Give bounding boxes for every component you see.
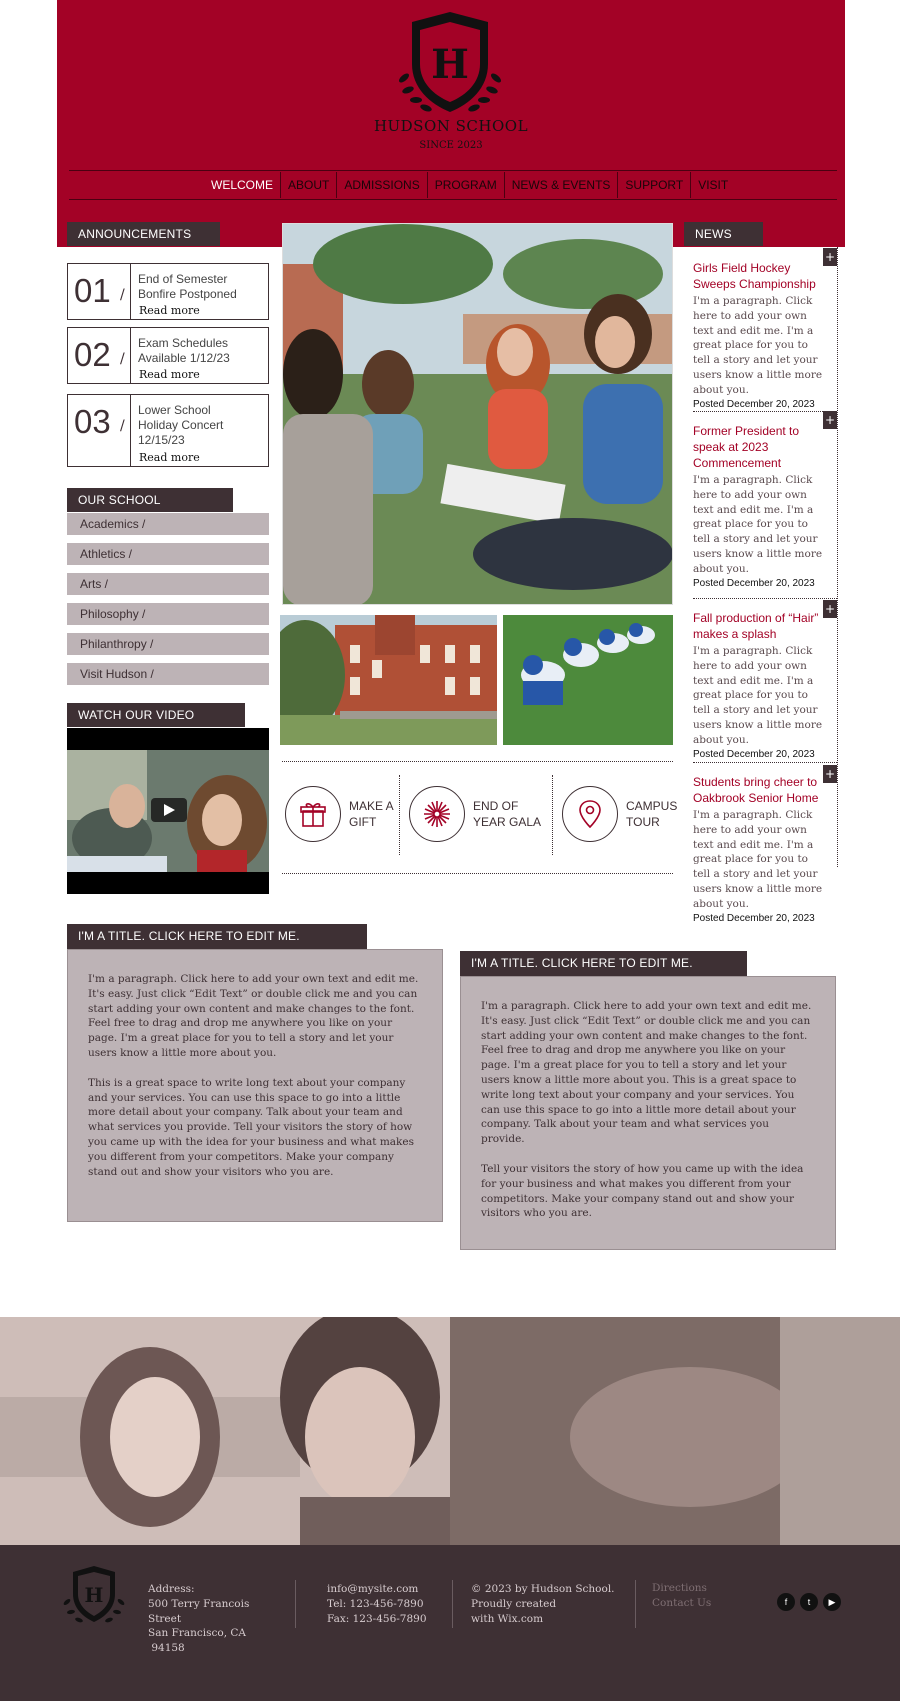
box-paragraph: I'm a paragraph. Click here to add your own text and edit me. It's easy. Just click “Edit Text” or double click me and you can start adding your own content and make changes to the font. Feel free to drag and drop me anywhere you like on your page. I'm a great place for you to tell a story and let your users know a little more about you. This is a great space to write long text about your company and your services. You can use this space to go into a little more detail about your company. Talk about your team and what services you provide. bbox=[481, 1000, 812, 1146]
read-more-link[interactable]: Read more bbox=[139, 304, 200, 317]
gift-icon bbox=[285, 786, 341, 842]
news-title-link[interactable]: Students bring cheer to Oakbrook Senior Home bbox=[693, 775, 819, 805]
our-school-link[interactable]: Philosophy / bbox=[67, 603, 269, 625]
crest-letter: H bbox=[431, 41, 469, 88]
our-school-link[interactable]: Philanthropy / bbox=[67, 633, 269, 655]
quick-action-gift[interactable] bbox=[285, 786, 394, 842]
campus-building-photo bbox=[280, 615, 497, 745]
students-banner-photo bbox=[0, 1317, 900, 1545]
map-pin-icon bbox=[562, 786, 618, 842]
news-separator bbox=[693, 411, 837, 412]
news-separator bbox=[693, 762, 837, 763]
news-date: Posted December 20, 2023 bbox=[693, 398, 815, 410]
box-title: I'M A TITLE. CLICK HERE TO EDIT ME. bbox=[460, 951, 747, 976]
nav-news-events[interactable]: NEWS & EVENTS bbox=[505, 172, 619, 198]
box-paragraph: I'm a paragraph. Click here to add your own text and edit me. It's easy. Just click “Edit Text” or double click me and you can start adding your own content and make changes to the font. Feel free to drag and drop me anywhere you like on your page. I'm a great place for you to tell a story and let your users know a little more about you. bbox=[88, 973, 419, 1059]
news-item bbox=[693, 610, 825, 760]
announcement-slash: / bbox=[120, 418, 125, 434]
quick-action-label: END OF YEAR GALA bbox=[473, 799, 542, 829]
actions-divider-bottom bbox=[282, 873, 673, 875]
announcement-item[interactable] bbox=[67, 263, 269, 320]
footer-separator bbox=[295, 1580, 296, 1628]
our-school-link[interactable]: Visit Hudson / bbox=[67, 663, 269, 685]
news-body: I'm a paragraph. Click here to add your own text and edit me. I'm a great place for you to tell a story and let your users know a little more about you. bbox=[693, 809, 823, 910]
nav-visit[interactable]: VISIT bbox=[698, 178, 729, 192]
email-link[interactable]: info@mysite.com bbox=[327, 1583, 419, 1595]
news-body: I'm a paragraph. Click here to add your own text and edit me. I'm a great place for you to tell a story and let your users know a little more about you. bbox=[693, 295, 823, 396]
news-body: I'm a paragraph. Click here to add your own text and edit me. I'm a great place for you to tell a story and let your users know a little more about you. bbox=[693, 645, 823, 746]
news-title-link[interactable]: Girls Field Hockey Sweeps Championship bbox=[693, 261, 816, 291]
footer-crest-logo[interactable] bbox=[55, 1564, 133, 1630]
news-item bbox=[693, 260, 825, 410]
announcements-header: ANNOUNCEMENTS bbox=[67, 222, 220, 246]
news-rail bbox=[837, 247, 838, 867]
video-header: WATCH OUR VIDEO bbox=[67, 703, 245, 727]
news-date: Posted December 20, 2023 bbox=[693, 577, 815, 589]
announcement-number: 02 bbox=[74, 336, 111, 373]
quick-action-sunburst[interactable] bbox=[409, 786, 541, 842]
footer-separator bbox=[452, 1580, 453, 1628]
main-nav bbox=[204, 172, 735, 198]
news-header: NEWS bbox=[684, 222, 763, 246]
our-school-link[interactable]: Academics / bbox=[67, 513, 269, 535]
news-date: Posted December 20, 2023 bbox=[693, 748, 815, 760]
our-school-header: OUR SCHOOL bbox=[67, 488, 233, 512]
actions-divider-top bbox=[282, 761, 673, 763]
news-date: Posted December 20, 2023 bbox=[693, 912, 815, 924]
youtube-icon[interactable]: ▶ bbox=[823, 1593, 841, 1611]
quick-action-label: CAMPUS TOUR bbox=[626, 799, 678, 829]
social-links bbox=[777, 1593, 841, 1611]
announcement-item[interactable] bbox=[67, 327, 269, 384]
hero-photo-students bbox=[282, 223, 673, 605]
expand-news-icon[interactable]: + bbox=[824, 602, 836, 616]
footer-crest-letter: H bbox=[84, 1583, 104, 1607]
sunburst-icon bbox=[409, 786, 465, 842]
footer-copyright: © 2023 by Hudson School. Proudly created with Wix.com bbox=[471, 1583, 615, 1625]
read-more-link[interactable]: Read more bbox=[139, 451, 200, 464]
contact-us-link[interactable]: Contact Us bbox=[652, 1596, 712, 1609]
expand-news-icon[interactable]: + bbox=[824, 767, 836, 781]
actions-separator bbox=[552, 775, 553, 855]
news-separator bbox=[693, 598, 837, 599]
nav-about[interactable]: ABOUT bbox=[281, 172, 337, 198]
directions-link[interactable]: Directions bbox=[652, 1582, 707, 1594]
school-since: SINCE 2023 bbox=[419, 140, 483, 151]
announcement-text: Exam Schedules Available 1/12/23 bbox=[138, 336, 230, 365]
content-box bbox=[67, 949, 443, 1222]
facebook-icon[interactable]: f bbox=[777, 1593, 795, 1611]
twitter-icon[interactable]: t bbox=[800, 1593, 818, 1611]
wix-link[interactable]: with Wix.com bbox=[471, 1612, 544, 1625]
box-paragraph: Tell your visitors the story of how you came up with the idea for your business and what makes you different from your competitors. Make your company stand out and show your visitors who you are. bbox=[481, 1162, 804, 1220]
news-body: I'm a paragraph. Click here to add your own text and edit me. I'm a great place for you to tell a story and let your users know a little more about you. bbox=[693, 474, 823, 575]
announcement-number: 01 bbox=[74, 272, 111, 309]
expand-news-icon[interactable]: + bbox=[824, 413, 836, 427]
news-item bbox=[693, 423, 825, 589]
quick-action-map-pin[interactable] bbox=[562, 786, 677, 842]
video-player[interactable] bbox=[67, 728, 269, 894]
footer-links bbox=[652, 1581, 711, 1611]
box-paragraph: This is a great space to write long text about your company and your services. You can use this space to go into a little more detail about your company. Talk about your team and what services you provide. Tell your visitors the story of how you came up with the idea for your business and what makes you different from your competitors. Make your company stand out and show your visitors who you are. bbox=[88, 1076, 415, 1178]
announcement-slash: / bbox=[120, 287, 125, 303]
news-item bbox=[693, 774, 825, 924]
our-school-link[interactable]: Arts / bbox=[67, 573, 269, 595]
read-more-link[interactable]: Read more bbox=[139, 368, 200, 381]
announcement-text: Lower School Holiday Concert 12/15/23 bbox=[138, 403, 224, 447]
content-box bbox=[460, 976, 836, 1250]
announcement-text: End of Semester Bonfire Postponed bbox=[138, 272, 237, 301]
nav-divider-bottom bbox=[69, 199, 837, 200]
news-title-link[interactable]: Former President to speak at 2023 Commencement bbox=[693, 424, 800, 470]
footer-address: Address: 500 Terry Francois Street San Francisco, CA 94158 bbox=[148, 1583, 250, 1655]
nav-admissions[interactable]: ADMISSIONS bbox=[337, 172, 427, 198]
footer-separator bbox=[635, 1580, 636, 1628]
expand-news-icon[interactable]: + bbox=[824, 250, 836, 264]
school-name: HUDSON SCHOOL bbox=[373, 117, 529, 135]
footer-contact: info@mysite.com Tel: 123-456-7890 Fax: 123-456-7890 bbox=[327, 1583, 427, 1625]
nav-support[interactable]: SUPPORT bbox=[618, 172, 691, 198]
news-title-link[interactable]: Fall production of “Hair” makes a splash bbox=[693, 611, 819, 641]
our-school-link[interactable]: Athletics / bbox=[67, 543, 269, 565]
nav-welcome[interactable]: WELCOME bbox=[204, 172, 281, 198]
footer bbox=[0, 1545, 900, 1701]
announcement-slash: / bbox=[120, 351, 125, 367]
box-title: I'M A TITLE. CLICK HERE TO EDIT ME. bbox=[67, 924, 367, 949]
nav-divider-top bbox=[69, 170, 837, 171]
quick-action-label: MAKE A GIFT bbox=[349, 799, 394, 829]
nav-program[interactable]: PROGRAM bbox=[428, 172, 505, 198]
actions-separator bbox=[399, 775, 400, 855]
football-team-photo bbox=[503, 615, 673, 745]
announcement-number: 03 bbox=[74, 403, 111, 440]
announcement-item[interactable] bbox=[67, 394, 269, 467]
